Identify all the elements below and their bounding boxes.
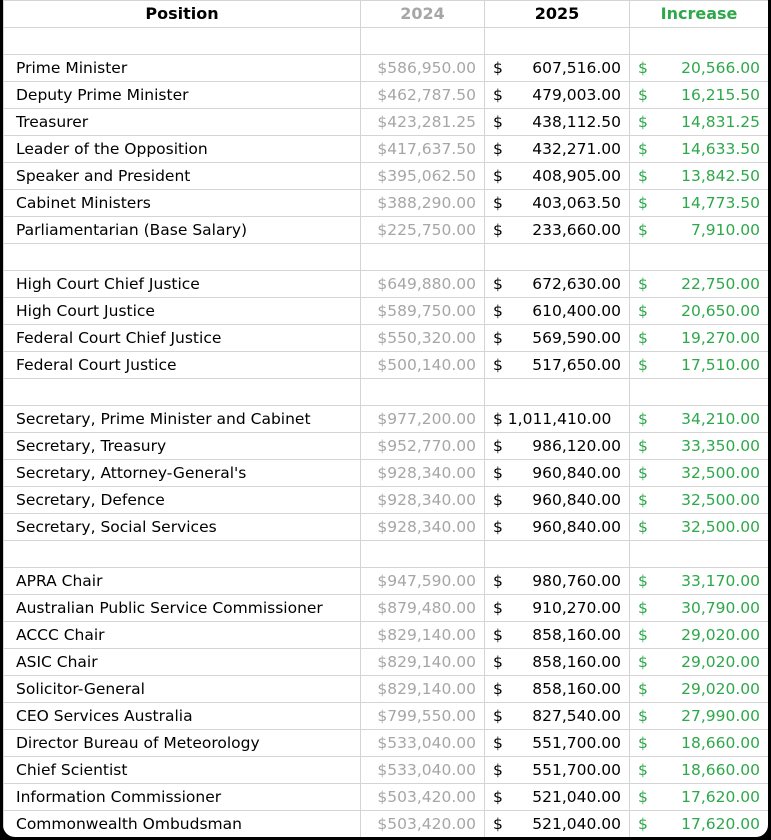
increase-cell — [630, 676, 769, 703]
salary-2025-value: 986,120.00 — [532, 437, 621, 455]
increase-value: 16,215.50 — [681, 86, 760, 104]
increase-value: 14,633.50 — [681, 140, 760, 158]
blank-row — [4, 541, 769, 568]
increase-cell — [630, 487, 769, 514]
position-cell: Information Commissioner — [4, 784, 361, 811]
increase-cell — [630, 784, 769, 811]
salary-2025-cell — [485, 82, 630, 109]
currency-symbol: $ — [493, 626, 503, 644]
increase-value: 32,500.00 — [681, 518, 760, 536]
currency-symbol: $ — [493, 491, 503, 509]
currency-symbol: $ — [493, 815, 503, 833]
salary-2025-value: 521,040.00 — [532, 815, 621, 833]
currency-symbol: $ — [493, 734, 503, 752]
increase-value: 13,842.50 — [681, 167, 760, 185]
blank-cell — [485, 379, 630, 406]
table-row — [4, 460, 769, 487]
increase-cell — [630, 82, 769, 109]
table-row — [4, 55, 769, 82]
header-2025: 2025 — [485, 1, 630, 28]
position-cell: Secretary, Treasury — [4, 433, 361, 460]
increase-value: 17,620.00 — [681, 788, 760, 806]
increase-value: 29,020.00 — [681, 680, 760, 698]
table-row — [4, 109, 769, 136]
position-cell: Prime Minister — [4, 55, 361, 82]
table-row — [4, 136, 769, 163]
currency-symbol: $ — [638, 113, 648, 131]
table-row — [4, 82, 769, 109]
increase-cell — [630, 622, 769, 649]
position-cell: Chief Scientist — [4, 757, 361, 784]
position-cell: High Court Chief Justice — [4, 271, 361, 298]
currency-symbol: $ — [638, 815, 648, 833]
currency-symbol: $ — [638, 221, 648, 239]
salary-table — [3, 0, 768, 837]
blank-row — [4, 244, 769, 271]
currency-symbol: $ — [493, 464, 503, 482]
increase-cell — [630, 163, 769, 190]
blank-cell — [630, 28, 769, 55]
currency-symbol: $ — [638, 329, 648, 347]
table-row — [4, 433, 769, 460]
increase-cell — [630, 190, 769, 217]
increase-value: 32,500.00 — [681, 491, 760, 509]
currency-symbol: $ — [638, 734, 648, 752]
currency-symbol: $ — [638, 491, 648, 509]
position-cell: CEO Services Australia — [4, 703, 361, 730]
increase-value: 17,620.00 — [681, 815, 760, 833]
position-cell: Secretary, Prime Minister and Cabinet — [4, 406, 361, 433]
currency-symbol: $ — [638, 140, 648, 158]
increase-cell — [630, 757, 769, 784]
salary-2025-cell — [485, 406, 630, 433]
increase-cell — [630, 136, 769, 163]
salary-2025-value: 551,700.00 — [532, 734, 621, 752]
salary-2025-cell — [485, 217, 630, 244]
salary-2025-value: 960,840.00 — [532, 491, 621, 509]
position-cell: Parliamentarian (Base Salary) — [4, 217, 361, 244]
table-row — [4, 298, 769, 325]
salary-2024-cell: $928,340.00 — [361, 487, 485, 514]
header-increase: Increase — [630, 1, 769, 28]
position-cell: Cabinet Ministers — [4, 190, 361, 217]
salary-2025-value: 910,270.00 — [532, 599, 621, 617]
salary-2025-value: 672,630.00 — [532, 275, 621, 293]
increase-cell — [630, 460, 769, 487]
increase-value: 27,990.00 — [681, 707, 760, 725]
increase-cell — [630, 730, 769, 757]
salary-2025-cell — [485, 703, 630, 730]
salary-2024-cell: $947,590.00 — [361, 568, 485, 595]
currency-symbol: $ — [493, 680, 503, 698]
currency-symbol: $ — [638, 599, 648, 617]
currency-symbol: $ — [638, 626, 648, 644]
currency-symbol: $ — [638, 572, 648, 590]
currency-symbol: $ — [493, 302, 503, 320]
salary-2025-value: 551,700.00 — [532, 761, 621, 779]
salary-2025-cell — [485, 352, 630, 379]
table-row — [4, 325, 769, 352]
salary-2024-cell: $388,290.00 — [361, 190, 485, 217]
currency-symbol: $ — [638, 356, 648, 374]
position-cell: Leader of the Opposition — [4, 136, 361, 163]
increase-cell — [630, 271, 769, 298]
increase-value: 30,790.00 — [681, 599, 760, 617]
currency-symbol: $ — [493, 221, 503, 239]
header-position: Position — [4, 1, 361, 28]
position-cell: Commonwealth Ombudsman — [4, 811, 361, 838]
salary-2025-value: 521,040.00 — [532, 788, 621, 806]
salary-2025-cell — [485, 487, 630, 514]
blank-row — [4, 28, 769, 55]
currency-symbol: $ — [638, 59, 648, 77]
table-row — [4, 784, 769, 811]
position-cell: Secretary, Social Services — [4, 514, 361, 541]
currency-symbol: $ — [493, 761, 503, 779]
currency-symbol: $ — [638, 194, 648, 212]
salary-2024-cell: $879,480.00 — [361, 595, 485, 622]
header-row — [4, 1, 769, 28]
table-row — [4, 595, 769, 622]
blank-cell — [4, 541, 361, 568]
increase-value: 19,270.00 — [681, 329, 760, 347]
increase-cell — [630, 703, 769, 730]
increase-value: 29,020.00 — [681, 626, 760, 644]
currency-symbol: $ — [493, 59, 503, 77]
currency-symbol: $ — [493, 653, 503, 671]
salary-2024-cell: $503,420.00 — [361, 811, 485, 838]
increase-value: 32,500.00 — [681, 464, 760, 482]
table-row — [4, 487, 769, 514]
salary-2025-value: 980,760.00 — [532, 572, 621, 590]
currency-symbol: $ — [493, 707, 503, 725]
increase-cell — [630, 649, 769, 676]
salary-2024-cell: $500,140.00 — [361, 352, 485, 379]
salary-2024-cell: $589,750.00 — [361, 298, 485, 325]
blank-cell — [4, 28, 361, 55]
currency-symbol: $ — [638, 518, 648, 536]
salary-2025-cell — [485, 730, 630, 757]
position-cell: APRA Chair — [4, 568, 361, 595]
salary-2024-cell: $829,140.00 — [361, 649, 485, 676]
currency-symbol: $ — [493, 788, 503, 806]
table-body — [4, 28, 769, 838]
currency-symbol: $ — [493, 275, 503, 293]
salary-2025-value: 858,160.00 — [532, 626, 621, 644]
salary-2025-value: $ 1,011,410.00 — [493, 410, 612, 428]
increase-cell — [630, 406, 769, 433]
salary-2025-cell — [485, 109, 630, 136]
position-cell: Australian Public Service Commissioner — [4, 595, 361, 622]
increase-cell — [630, 433, 769, 460]
salary-2025-value: 432,271.00 — [532, 140, 621, 158]
position-cell: Solicitor-General — [4, 676, 361, 703]
salary-2025-cell — [485, 622, 630, 649]
increase-cell — [630, 55, 769, 82]
position-cell: Director Bureau of Meteorology — [4, 730, 361, 757]
position-cell: Federal Court Justice — [4, 352, 361, 379]
salary-2025-cell — [485, 649, 630, 676]
salary-2025-value: 610,400.00 — [532, 302, 621, 320]
salary-2025-cell — [485, 568, 630, 595]
table-row — [4, 649, 769, 676]
table-row — [4, 703, 769, 730]
currency-symbol: $ — [638, 86, 648, 104]
increase-cell — [630, 352, 769, 379]
salary-2025-value: 607,516.00 — [532, 59, 621, 77]
increase-value: 18,660.00 — [681, 734, 760, 752]
salary-2025-cell — [485, 433, 630, 460]
increase-value: 33,170.00 — [681, 572, 760, 590]
currency-symbol: $ — [638, 761, 648, 779]
currency-symbol: $ — [493, 599, 503, 617]
table-row — [4, 406, 769, 433]
position-cell: ACCC Chair — [4, 622, 361, 649]
salary-2025-cell — [485, 271, 630, 298]
position-cell: Secretary, Attorney-General's — [4, 460, 361, 487]
salary-2025-cell — [485, 298, 630, 325]
currency-symbol: $ — [638, 167, 648, 185]
blank-row — [4, 379, 769, 406]
increase-cell — [630, 325, 769, 352]
salary-2025-cell — [485, 811, 630, 838]
salary-2025-cell — [485, 460, 630, 487]
currency-symbol: $ — [493, 356, 503, 374]
salary-2025-value: 233,660.00 — [532, 221, 621, 239]
salary-2025-cell — [485, 514, 630, 541]
spreadsheet-frame — [3, 0, 768, 837]
salary-2025-value: 960,840.00 — [532, 518, 621, 536]
salary-2025-value: 408,905.00 — [532, 167, 621, 185]
position-cell: Speaker and President — [4, 163, 361, 190]
blank-cell — [4, 379, 361, 406]
table-row — [4, 271, 769, 298]
salary-2025-value: 569,590.00 — [532, 329, 621, 347]
increase-value: 7,910.00 — [690, 221, 760, 239]
currency-symbol: $ — [493, 86, 503, 104]
table-row — [4, 811, 769, 838]
blank-cell — [485, 28, 630, 55]
salary-2025-cell — [485, 784, 630, 811]
salary-2024-cell: $952,770.00 — [361, 433, 485, 460]
increase-cell — [630, 811, 769, 838]
salary-2024-cell: $649,880.00 — [361, 271, 485, 298]
salary-2024-cell: $462,787.50 — [361, 82, 485, 109]
salary-2025-value: 517,650.00 — [532, 356, 621, 374]
table-row — [4, 757, 769, 784]
increase-cell — [630, 298, 769, 325]
currency-symbol: $ — [638, 707, 648, 725]
salary-2024-cell: $225,750.00 — [361, 217, 485, 244]
table-row — [4, 217, 769, 244]
table-row — [4, 352, 769, 379]
salary-2025-value: 403,063.50 — [532, 194, 621, 212]
salary-2025-cell — [485, 136, 630, 163]
currency-symbol: $ — [493, 518, 503, 536]
salary-2025-value: 858,160.00 — [532, 653, 621, 671]
table-row — [4, 676, 769, 703]
table-row — [4, 514, 769, 541]
salary-2024-cell: $533,040.00 — [361, 730, 485, 757]
currency-symbol: $ — [638, 302, 648, 320]
currency-symbol: $ — [638, 437, 648, 455]
salary-2024-cell: $417,637.50 — [361, 136, 485, 163]
increase-value: 14,773.50 — [681, 194, 760, 212]
blank-cell — [630, 379, 769, 406]
salary-2024-cell: $423,281.25 — [361, 109, 485, 136]
increase-value: 29,020.00 — [681, 653, 760, 671]
blank-cell — [485, 244, 630, 271]
increase-value: 17,510.00 — [681, 356, 760, 374]
increase-cell — [630, 595, 769, 622]
salary-2025-value: 960,840.00 — [532, 464, 621, 482]
currency-symbol: $ — [638, 653, 648, 671]
salary-2024-cell: $799,550.00 — [361, 703, 485, 730]
blank-cell — [630, 541, 769, 568]
currency-symbol: $ — [638, 464, 648, 482]
currency-symbol: $ — [638, 410, 648, 428]
salary-2025-cell — [485, 55, 630, 82]
currency-symbol: $ — [493, 113, 503, 131]
salary-2024-cell: $395,062.50 — [361, 163, 485, 190]
increase-cell — [630, 514, 769, 541]
increase-cell — [630, 109, 769, 136]
increase-value: 34,210.00 — [681, 410, 760, 428]
salary-2025-cell — [485, 595, 630, 622]
salary-2024-cell: $928,340.00 — [361, 514, 485, 541]
position-cell: Treasurer — [4, 109, 361, 136]
table-row — [4, 190, 769, 217]
salary-2025-cell — [485, 325, 630, 352]
currency-symbol: $ — [493, 437, 503, 455]
blank-cell — [361, 379, 485, 406]
currency-symbol: $ — [638, 788, 648, 806]
table-row — [4, 730, 769, 757]
table-row — [4, 622, 769, 649]
salary-2024-cell: $586,950.00 — [361, 55, 485, 82]
salary-2024-cell: $503,420.00 — [361, 784, 485, 811]
position-cell: Secretary, Defence — [4, 487, 361, 514]
salary-2025-value: 827,540.00 — [532, 707, 621, 725]
blank-cell — [630, 244, 769, 271]
header-2024: 2024 — [361, 1, 485, 28]
increase-value: 20,566.00 — [681, 59, 760, 77]
position-cell: High Court Justice — [4, 298, 361, 325]
currency-symbol: $ — [493, 194, 503, 212]
salary-2024-cell: $928,340.00 — [361, 460, 485, 487]
salary-2025-cell — [485, 163, 630, 190]
increase-value: 14,831.25 — [681, 113, 760, 131]
currency-symbol: $ — [493, 572, 503, 590]
salary-2025-cell — [485, 676, 630, 703]
increase-cell — [630, 568, 769, 595]
increase-value: 22,750.00 — [681, 275, 760, 293]
increase-value: 18,660.00 — [681, 761, 760, 779]
increase-value: 20,650.00 — [681, 302, 760, 320]
blank-cell — [361, 244, 485, 271]
table-row — [4, 163, 769, 190]
salary-2024-cell: $533,040.00 — [361, 757, 485, 784]
salary-2024-cell: $829,140.00 — [361, 676, 485, 703]
currency-symbol: $ — [638, 680, 648, 698]
blank-cell — [361, 541, 485, 568]
position-cell: Federal Court Chief Justice — [4, 325, 361, 352]
salary-2025-value: 438,112.50 — [532, 113, 621, 131]
increase-value: 33,350.00 — [681, 437, 760, 455]
blank-cell — [361, 28, 485, 55]
position-cell: Deputy Prime Minister — [4, 82, 361, 109]
salary-2025-value: 858,160.00 — [532, 680, 621, 698]
table-row — [4, 568, 769, 595]
currency-symbol: $ — [638, 275, 648, 293]
blank-cell — [4, 244, 361, 271]
salary-2024-cell: $829,140.00 — [361, 622, 485, 649]
blank-cell — [485, 541, 630, 568]
position-cell: ASIC Chair — [4, 649, 361, 676]
currency-symbol: $ — [493, 167, 503, 185]
salary-2025-cell — [485, 190, 630, 217]
currency-symbol: $ — [493, 140, 503, 158]
salary-2024-cell: $550,320.00 — [361, 325, 485, 352]
salary-2025-cell — [485, 757, 630, 784]
salary-2024-cell: $977,200.00 — [361, 406, 485, 433]
increase-cell — [630, 217, 769, 244]
salary-2025-value: 479,003.00 — [532, 86, 621, 104]
currency-symbol: $ — [493, 329, 503, 347]
